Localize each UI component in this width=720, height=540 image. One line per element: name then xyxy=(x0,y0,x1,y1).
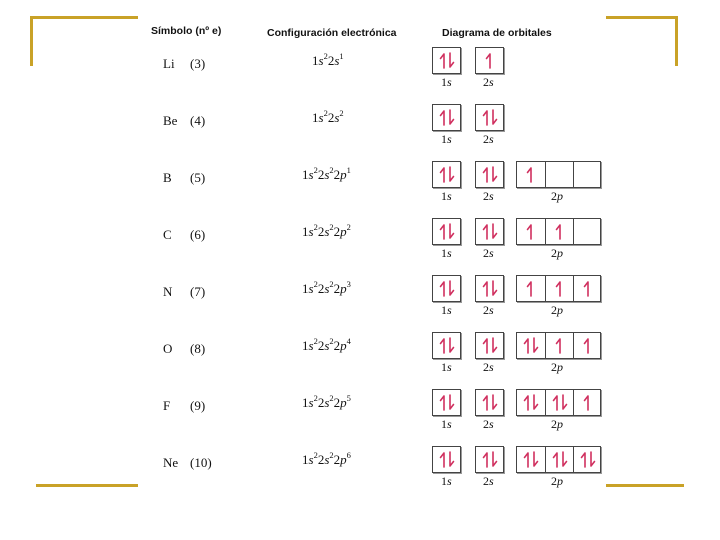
orbital-label-2p: 2p xyxy=(551,246,563,260)
orbital-box-2s xyxy=(475,161,504,188)
header-symbol: Símbolo (nº e) xyxy=(151,25,222,37)
orbital-label-1s: 1s xyxy=(441,417,452,431)
spin-up-arrow xyxy=(527,282,531,296)
spin-up-arrow xyxy=(584,339,588,353)
paired-electrons-icon xyxy=(481,223,499,240)
paired-electrons-icon xyxy=(438,52,456,69)
element-row xyxy=(0,161,720,218)
element-symbol: B xyxy=(163,170,172,185)
electron-configuration: $1s^22s^22p^1$ xyxy=(302,165,351,182)
orbital-box-2p xyxy=(516,275,601,302)
spin-down-arrow xyxy=(493,452,497,466)
paired-electrons-icon xyxy=(481,337,499,354)
single-electron-icon xyxy=(522,166,540,183)
orbital-box-2s xyxy=(475,332,504,359)
orbital-cell xyxy=(476,162,503,187)
orbital-cell xyxy=(476,48,503,73)
orbital-label-2p: 2p xyxy=(551,474,563,488)
orbital-cell xyxy=(573,276,601,301)
single-electron-icon xyxy=(522,223,540,240)
orbital-label-2s: 2s xyxy=(483,303,494,317)
orbital-label-2s: 2s xyxy=(483,417,494,431)
orbital-box-2s xyxy=(475,47,504,74)
spin-up-arrow xyxy=(584,396,588,410)
paired-electrons-icon xyxy=(481,280,499,297)
single-electron-icon xyxy=(551,337,569,354)
single-electron-icon xyxy=(551,223,569,240)
orbital-box-1s xyxy=(432,161,461,188)
paired-electrons-icon xyxy=(579,451,597,468)
orbital-cell xyxy=(433,162,460,187)
orbital-cell xyxy=(476,276,503,301)
paired-electrons-icon xyxy=(438,337,456,354)
electron-configuration: $1s^22s^22p^3$ xyxy=(302,279,351,296)
orbital-cell xyxy=(573,219,601,244)
single-electron-icon xyxy=(481,52,499,69)
orbital-box-1s xyxy=(432,47,461,74)
element-symbol: F xyxy=(163,398,171,413)
electron-count: (7) xyxy=(190,284,206,299)
orbital-label-2p: 2p xyxy=(551,189,563,203)
electron-count: (3) xyxy=(190,56,206,71)
spin-up-arrow xyxy=(483,339,487,353)
spin-up-arrow xyxy=(483,396,487,410)
spin-down-arrow xyxy=(450,167,454,181)
spin-up-arrow xyxy=(483,225,487,239)
electron-count: (9) xyxy=(190,398,206,413)
orbital-box-2p xyxy=(516,446,601,473)
single-electron-icon xyxy=(579,394,597,411)
orbital-box-1s xyxy=(432,275,461,302)
paired-electrons-icon xyxy=(438,166,456,183)
spin-up-arrow xyxy=(527,225,531,239)
paired-electrons-icon xyxy=(481,109,499,126)
paired-electrons-icon xyxy=(438,394,456,411)
spin-up-arrow xyxy=(553,453,557,467)
orbital-box-2s xyxy=(475,218,504,245)
orbital-label-2s: 2s xyxy=(483,132,494,146)
orbital-label-2s: 2s xyxy=(483,246,494,260)
orbital-cell xyxy=(476,333,503,358)
electron-configuration: $1s^22s^22p^6$ xyxy=(302,450,351,467)
orbital-cell xyxy=(433,390,460,415)
orbital-label-2p: 2p xyxy=(551,303,563,317)
orbital-cell xyxy=(545,447,573,472)
header-config: Configuración electrónica xyxy=(267,27,397,39)
orbital-box-2s xyxy=(475,389,504,416)
orbital-cell xyxy=(517,276,544,301)
orbital-cell xyxy=(517,390,544,415)
spin-up-arrow xyxy=(486,54,490,68)
orbital-box-1s xyxy=(432,446,461,473)
element-symbol: Li xyxy=(163,56,175,71)
orbital-label-2s: 2s xyxy=(483,474,494,488)
spin-down-arrow xyxy=(534,395,538,409)
spin-down-arrow xyxy=(493,395,497,409)
orbital-label-1s: 1s xyxy=(441,246,452,260)
paired-electrons-icon xyxy=(438,223,456,240)
element-row xyxy=(0,47,720,104)
electron-count: (5) xyxy=(190,170,206,185)
single-electron-icon xyxy=(579,337,597,354)
spin-up-arrow xyxy=(581,453,585,467)
orbital-box-1s xyxy=(432,104,461,131)
paired-electrons-icon xyxy=(481,166,499,183)
orbital-cell xyxy=(433,333,460,358)
orbital-label-1s: 1s xyxy=(441,474,452,488)
spin-up-arrow xyxy=(556,282,560,296)
top-left-bar xyxy=(30,16,138,19)
spin-up-arrow xyxy=(524,339,528,353)
orbital-cell xyxy=(573,333,601,358)
single-electron-icon xyxy=(551,280,569,297)
orbital-box-2s xyxy=(475,104,504,131)
spin-down-arrow xyxy=(450,224,454,238)
element-symbol: N xyxy=(163,284,173,299)
orbital-label-2s: 2s xyxy=(483,189,494,203)
paired-electrons-icon xyxy=(522,394,540,411)
spin-up-arrow xyxy=(483,282,487,296)
orbital-label-1s: 1s xyxy=(441,360,452,374)
orbital-box-2s xyxy=(475,275,504,302)
spin-down-arrow xyxy=(493,167,497,181)
spin-down-arrow xyxy=(563,395,567,409)
orbital-cell xyxy=(433,276,460,301)
paired-electrons-icon xyxy=(481,451,499,468)
paired-electrons-icon xyxy=(481,394,499,411)
orbital-box-2p xyxy=(516,332,601,359)
spin-up-arrow xyxy=(584,282,588,296)
orbital-cell xyxy=(433,447,460,472)
spin-up-arrow xyxy=(483,111,487,125)
element-row xyxy=(0,332,720,389)
orbital-cell xyxy=(476,390,503,415)
spin-down-arrow xyxy=(493,224,497,238)
orbital-box-2s xyxy=(475,446,504,473)
orbital-cell xyxy=(476,219,503,244)
spin-up-arrow xyxy=(483,168,487,182)
spin-down-arrow xyxy=(591,452,595,466)
top-right-bar xyxy=(606,16,678,19)
orbital-cell xyxy=(545,162,573,187)
spin-up-arrow xyxy=(440,396,444,410)
spin-down-arrow xyxy=(450,452,454,466)
spin-up-arrow xyxy=(440,225,444,239)
orbital-label-1s: 1s xyxy=(441,303,452,317)
paired-electrons-icon xyxy=(551,451,569,468)
spin-down-arrow xyxy=(450,338,454,352)
orbital-cell xyxy=(573,390,601,415)
spin-up-arrow xyxy=(556,339,560,353)
electron-configuration: $1s^22s^1$ xyxy=(312,51,344,68)
spin-up-arrow xyxy=(440,111,444,125)
spin-down-arrow xyxy=(450,395,454,409)
electron-configuration: $1s^22s^22p^2$ xyxy=(302,222,351,239)
orbital-cell xyxy=(573,447,601,472)
electron-count: (10) xyxy=(190,455,212,470)
spin-up-arrow xyxy=(440,54,444,68)
spin-up-arrow xyxy=(524,453,528,467)
spin-down-arrow xyxy=(493,338,497,352)
paired-electrons-icon xyxy=(522,451,540,468)
spin-down-arrow xyxy=(534,338,538,352)
element-row xyxy=(0,389,720,446)
orbital-cell xyxy=(545,333,573,358)
orbital-box-1s xyxy=(432,389,461,416)
orbital-cell xyxy=(517,162,544,187)
element-symbol: C xyxy=(163,227,172,242)
orbital-label-2p: 2p xyxy=(551,417,563,431)
spin-up-arrow xyxy=(556,225,560,239)
paired-electrons-icon xyxy=(438,451,456,468)
element-row xyxy=(0,275,720,332)
paired-electrons-icon xyxy=(551,394,569,411)
orbital-label-2p: 2p xyxy=(551,360,563,374)
orbital-label-2s: 2s xyxy=(483,75,494,89)
orbital-cell xyxy=(433,219,460,244)
orbital-cell xyxy=(476,447,503,472)
orbital-cell xyxy=(433,105,460,130)
orbital-label-1s: 1s xyxy=(441,189,452,203)
spin-up-arrow xyxy=(527,168,531,182)
orbital-cell xyxy=(476,105,503,130)
electron-count: (4) xyxy=(190,113,206,128)
spin-down-arrow xyxy=(563,452,567,466)
orbital-cell xyxy=(517,219,544,244)
orbital-cell xyxy=(573,162,601,187)
orbital-cell xyxy=(433,48,460,73)
spin-down-arrow xyxy=(450,281,454,295)
spin-down-arrow xyxy=(534,452,538,466)
orbital-box-2p xyxy=(516,218,601,245)
paired-electrons-icon xyxy=(438,280,456,297)
single-electron-icon xyxy=(579,280,597,297)
element-symbol: Ne xyxy=(163,455,179,470)
element-row xyxy=(0,104,720,161)
orbital-cell xyxy=(545,390,573,415)
single-electron-icon xyxy=(522,280,540,297)
spin-up-arrow xyxy=(524,396,528,410)
spin-down-arrow xyxy=(493,281,497,295)
orbital-cell xyxy=(517,333,544,358)
spin-up-arrow xyxy=(440,453,444,467)
paired-electrons-icon xyxy=(522,337,540,354)
orbital-box-2p xyxy=(516,389,601,416)
paired-electrons-icon xyxy=(438,109,456,126)
orbital-label-2s: 2s xyxy=(483,360,494,374)
spin-down-arrow xyxy=(450,53,454,67)
orbital-box-2p xyxy=(516,161,601,188)
spin-down-arrow xyxy=(450,110,454,124)
spin-down-arrow xyxy=(493,110,497,124)
electron-configuration: $1s^22s^2$ xyxy=(312,108,344,125)
element-symbol: Be xyxy=(163,113,178,128)
electron-count: (8) xyxy=(190,341,206,356)
element-row xyxy=(0,446,720,503)
spin-up-arrow xyxy=(440,282,444,296)
spin-up-arrow xyxy=(483,453,487,467)
orbital-cell xyxy=(517,447,544,472)
header-diagram: Diagrama de orbitales xyxy=(442,27,552,39)
spin-up-arrow xyxy=(553,396,557,410)
orbital-box-1s xyxy=(432,218,461,245)
spin-up-arrow xyxy=(440,168,444,182)
orbital-box-1s xyxy=(432,332,461,359)
element-symbol: O xyxy=(163,341,173,356)
spin-up-arrow xyxy=(440,339,444,353)
electron-configuration: $1s^22s^22p^4$ xyxy=(302,336,351,353)
electron-count: (6) xyxy=(190,227,206,242)
element-row xyxy=(0,218,720,275)
orbital-label-1s: 1s xyxy=(441,75,452,89)
orbital-label-1s: 1s xyxy=(441,132,452,146)
orbital-cell xyxy=(545,276,573,301)
electron-configuration: $1s^22s^22p^5$ xyxy=(302,393,351,410)
orbital-cell xyxy=(545,219,573,244)
